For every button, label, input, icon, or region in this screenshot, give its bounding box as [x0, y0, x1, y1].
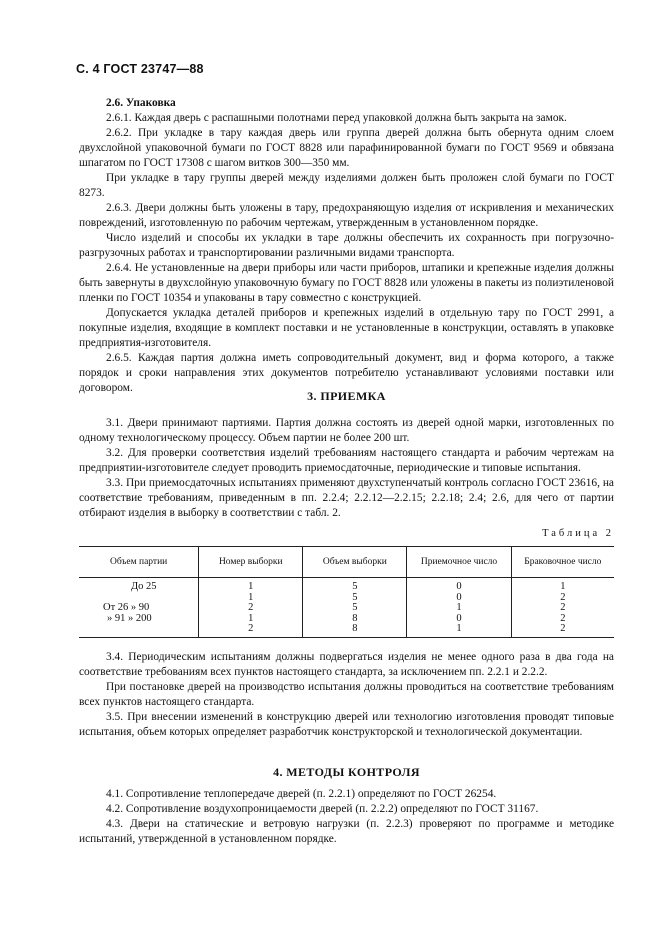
table-header-cell: Номер выборки — [199, 547, 303, 578]
paragraph: Допускается укладка деталей приборов и крепежных изделий в отдельную тару по ГОСТ 2991, а покупные изделия, входящие в комплект поставки и не установленные в конструкции, оставлять в упаковке предприятия-изготовителя. — [79, 307, 614, 349]
table-cell: 2 — [511, 593, 614, 604]
table-cell: 1 — [199, 614, 303, 625]
paragraph: 4.3. Двери на статические и ветровую нагрузки (п. 2.2.3) проверяют по программе и методике испытаний, утвержденной в установленном порядке. — [79, 818, 614, 845]
table-cell: 2 — [511, 603, 614, 614]
paragraph: 3.2. Для проверки соответствия изделий требованиям настоящего стандарта и рабочим чертежам на предприятии-изготовителе следует проводить приемосдаточные, периодические и типовые испытания. — [79, 447, 614, 474]
paragraph: При укладке в тару группы дверей между изделиями должен быть проложен слой бумаги по ГОСТ 8273. — [79, 172, 614, 199]
table-cell: 2 — [199, 624, 303, 637]
table-header-cell: Браковочное число — [511, 547, 614, 578]
sampling-table — [79, 546, 614, 638]
table-cell: 8 — [303, 624, 407, 637]
table-cell: 5 — [303, 603, 407, 614]
paragraph: 3.4. Периодическим испытаниям должны подвергаться изделия не менее одного раза в два года на соответствие требованиям всех пунктов настоящего стандарта, за исключением пп. 2.2.1 и 2.2.2. — [79, 651, 614, 678]
table-label: Таблица 2 — [542, 528, 614, 539]
section-heading: 2.6. Упаковка — [106, 97, 176, 109]
section-4-text — [79, 787, 614, 847]
table-row — [79, 624, 614, 637]
paragraph: 2.6.1. Каждая дверь с распашными полотнами перед упаковкой должна быть закрыта на замок. — [106, 112, 567, 124]
paragraph: При постановке дверей на производство испытания должны проводиться на соответствие требованиям всех пунктов настоящего стандарта. — [79, 681, 614, 708]
page-header: С. 4 ГОСТ 23747—88 — [76, 62, 204, 76]
paragraph: 3.3. При приемосдаточных испытаниях применяют двухступенчатый контроль согласно ГОСТ 23616, на соответствие требованиям, приведенным в пп. 2.2.4; 2.2.12—2.2.15; 2.2.18; 2.4; 2.6, для чего от партии отбирают изделия в выборку в соответствии с табл. 2. — [79, 477, 614, 519]
paragraph: 4.2. Сопротивление воздухопроницаемости дверей (п. 2.2.2) определяют по ГОСТ 31167. — [106, 803, 539, 815]
table-cell: 2 — [511, 614, 614, 625]
table-cell: 8 — [303, 614, 407, 625]
paragraph: 3.1. Двери принимают партиями. Партия должна состоять из дверей одной марки, изготовленных по одному технологическому процессу. Объем партии не более 200 шт. — [79, 417, 614, 444]
section-2-6-text — [79, 96, 614, 396]
table-header-cell: Приемочное число — [407, 547, 511, 578]
table-row — [79, 578, 614, 593]
paragraph: Число изделий и способы их укладки в таре должны обеспечить их сохранность при погрузочно-разгрузочных работах и транспортировании различными видами транспорта. — [79, 232, 614, 259]
table-row — [79, 614, 614, 625]
table-cell: 1 — [199, 593, 303, 604]
paragraph: 2.6.2. При укладке в тару каждая дверь или группа дверей должна быть обернута одним слоем двухслойной упаковочной бумаги по ГОСТ 8828 или парафинированной бумаги по ГОСТ 9569 и обвязана шпагатом по ГОСТ 17308 с шагом витков 300—350 мм. — [79, 127, 614, 169]
table-cell: 0 — [407, 578, 511, 593]
paragraph: 2.6.3. Двери должны быть уложены в тару, предохраняющую изделия от искривления и механических повреждений, изготовленную по рабочим чертежам, утвержденным в установленном порядке. — [79, 202, 614, 229]
table-cell: 5 — [303, 578, 407, 593]
table-header-cell: Объем партии — [79, 547, 199, 578]
paragraph: 2.6.5. Каждая партия должна иметь сопроводительный документ, вид и форма которого, а также порядок и сроки направления этих документов потребителю устанавливают условиями поставки или договором. — [79, 352, 614, 394]
table-header-row — [79, 547, 614, 578]
paragraph: 4.1. Сопротивление теплопередаче дверей (п. 2.2.1) определяют по ГОСТ 26254. — [106, 788, 497, 800]
table-cell: 1 — [407, 603, 511, 614]
table-cell: 0 — [407, 614, 511, 625]
paragraph: 3.5. При внесении изменений в конструкцию дверей или технологию изготовления проводят типовые испытания, объем которых определяет разработчик конструкторской и технологической документации. — [79, 711, 614, 738]
table-cell: От 26 » 90 — [103, 602, 150, 613]
table-cell: 1 — [199, 578, 303, 593]
table-cell: До 25 — [131, 581, 157, 592]
section-3-continued-text — [79, 650, 614, 740]
paragraph: 2.6.4. Не установленные на двери приборы или части приборов, штапики и крепежные изделия должны быть завернуты в двухслойную упаковочную бумагу по ГОСТ 8828 или уложены в пакеты из полиэтиленовой пленки по ГОСТ 10354 и упакованы в тару совместно с конструкцией. — [79, 262, 614, 304]
table-cell: 1 — [511, 578, 614, 593]
table-cell: 1 — [407, 624, 511, 637]
table-cell: 5 — [303, 593, 407, 604]
section-3-title: 3. ПРИЕМКА — [307, 389, 386, 403]
table-row — [79, 603, 614, 614]
section-4-title: 4. МЕТОДЫ КОНТРОЛЯ — [273, 765, 420, 779]
section-3-text — [79, 416, 614, 521]
table-cell — [79, 624, 199, 637]
table-cell: 2 — [511, 624, 614, 637]
table-row — [79, 593, 614, 604]
table-cell: » 91 » 200 — [107, 612, 152, 624]
table-cell: 2 — [199, 603, 303, 614]
table-header-cell: Объем выборки — [303, 547, 407, 578]
table-cell: 0 — [407, 593, 511, 604]
